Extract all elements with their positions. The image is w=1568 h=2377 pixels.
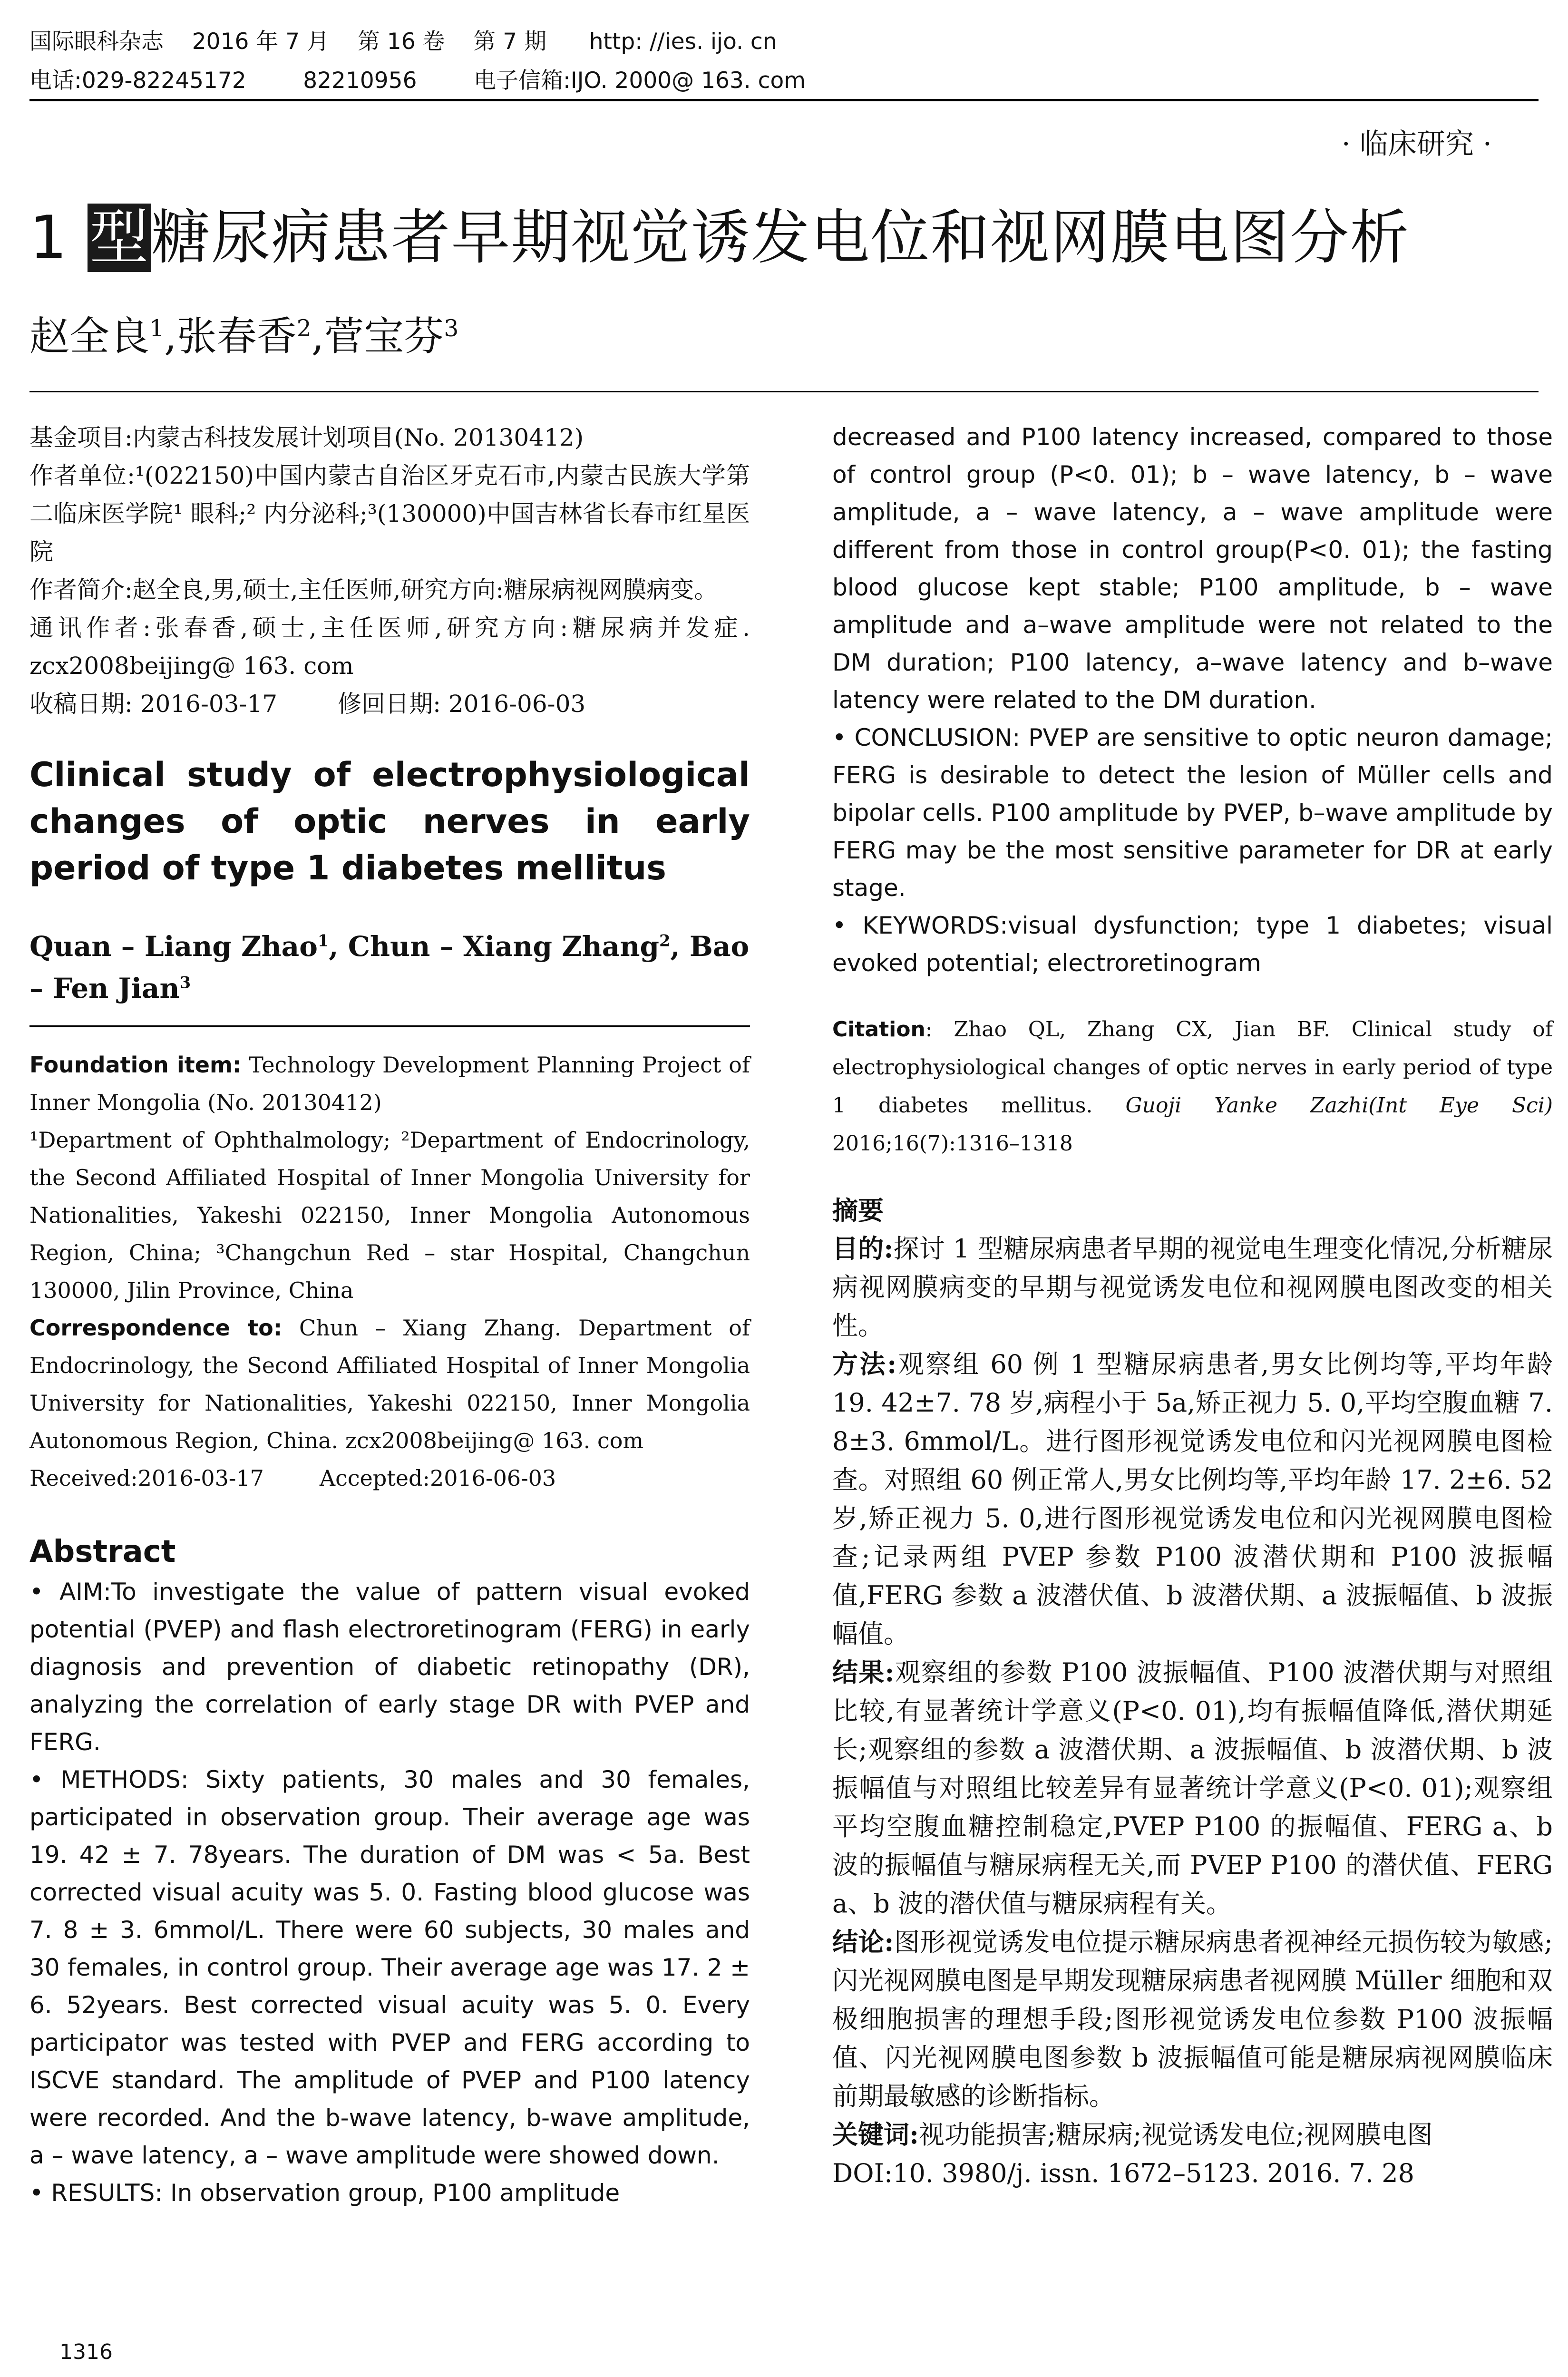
cn-results-text: 观察组的参数 P100 波振幅值、P100 波潜伏期与对照组比较,有显著统计学意义(P<0. 01),均有振幅值降低,潜伏期延长;观察组的参数 a 波潜伏期、a 波振幅值、b 波潜伏期、b 波振幅值与对照组比较差异有显著统计学意义(P<0. 01);观察组平均空腹血糖控制稳定,PVEP P100 的振幅值、FERG a、b 波的振幅值与糖尿病程无关,而 PVEP P100 的潜伏值、FERG a、b 波的潜伏值与糖尿病程有关。 [832, 1657, 1553, 1919]
chinese-abstract [832, 1229, 1553, 2192]
corresponding-author-cn: 通讯作者:张春香,硕士,主任医师,研究方向:糖尿病并发症. zcx2008beijing@ 163. com [29, 614, 750, 680]
journal-header-line1: 国际眼科杂志 2016 年 7 月 第 16 卷 第 7 期 http: //ies. ijo. cn [29, 29, 777, 55]
author-1-sup: 1 [149, 315, 165, 342]
page-number: 1316 [59, 2340, 113, 2364]
section-tag: · 临床研究 · [1341, 127, 1492, 161]
abstract-results-start: • RESULTS: In observation group, P100 amplitude [29, 2179, 620, 2207]
received-dates: Received:2016-03-17 Accepted:2016-06-03 [29, 1465, 556, 1491]
correspondence-en [29, 1309, 750, 1460]
english-authors [29, 925, 750, 1009]
authors-cn [29, 304, 458, 362]
dates-cn: 收稿日期: 2016-03-17 修回日期: 2016-06-03 [29, 690, 586, 718]
abstract-en-continued [832, 419, 1553, 982]
article-title [29, 190, 1410, 275]
author-1: 赵全良 [29, 313, 150, 360]
title-rule [29, 391, 1539, 392]
left-column [29, 419, 750, 2212]
cn-keywords-label: 关键词: [832, 2119, 919, 2150]
en-author-3: , Bao – Fen Jian [29, 930, 750, 1004]
cn-results-label: 结果: [832, 1657, 895, 1687]
article-info-cn [29, 419, 750, 723]
cn-results [832, 1653, 1553, 1923]
title-prefix: 1 [29, 204, 88, 272]
cn-conclusion-text: 图形视觉诱发电位提示糖尿病患者视神经元损伤较为敏感;闪光视网膜电图是早期发现糖尿病患者视网膜 Müller 细胞和双极细胞损害的理想手段;图形视觉诱发电位参数 P100 波振幅值、闪光视网膜电图参数 b 波振幅值可能是糖尿病视网膜临床前期最敏感的诊断指标。 [832, 1927, 1553, 2111]
journal-header-line2: 电话:029-82245172 82210956 电子信箱:IJO. 2000@ 163. com [29, 68, 806, 94]
author-3: ,菅宝芬 [311, 313, 444, 360]
abstract-keywords: • KEYWORDS:visual dysfunction; type 1 diabetes; visual evoked potential; electroretinogram [832, 912, 1553, 977]
author-unit: 作者单位:¹(022150)中国内蒙古自治区牙克石市,内蒙古民族大学第二临床医学院¹ 眼科;² 内分泌科;³(130000)中国吉林省长春市红星医院 [29, 462, 750, 565]
foundation-label: Foundation item: [29, 1052, 242, 1078]
en-author-2: , Chun – Xiang Zhang [329, 930, 660, 963]
cn-objective [832, 1229, 1553, 1345]
abstract-heading: Abstract [29, 1534, 176, 1569]
cn-objective-label: 目的: [832, 1233, 894, 1264]
author-rule [29, 1025, 750, 1027]
citation-tail: 2016;16(7):1316–1318 [832, 1131, 1073, 1156]
abstract-conclusion: • CONCLUSION: PVEP are sensitive to optic neuron damage; FERG is desirable to detect the lesion of Müller cells and bipolar cells. P100 amplitude by PVEP, b–wave amplitude by FERG may be the most sensitive parameter for DR at early stage. [832, 724, 1553, 902]
citation-journal: Guoji Yanke Zazhi(Int Eye Sci) [1092, 1093, 1553, 1118]
author-bio: 作者简介:赵全良,男,硕士,主任医师,研究方向:糖尿病视网膜病变。 [29, 576, 718, 604]
citation-label: Citation [832, 1017, 925, 1042]
en-author-2-sup: 2 [659, 931, 671, 950]
title-highlight: 型 [88, 204, 151, 272]
foundation-item [29, 1046, 750, 1121]
cn-methods-text: 观察组 60 例 1 型糖尿病患者,男女比例均等,平均年龄 19. 42±7. 78 岁,病程小于 5a,矫正视力 5. 0,平均空腹血糖 7. 8±3. 6mmol/L。进行图形视觉诱发电位和闪光视网膜电图检查。对照组 60 例正常人,男女比例均等,平均年龄 17. 2±6. 52 岁,矫正视力 5. 0,进行图形视觉诱发电位和闪光视网膜电图检查;记录两组 PVEP 参数 P100 波潜伏期和 P100 波振幅值,FERG 参数 a 波潜伏值、b 波潜伏期、a 波振幅值、b 波振幅值。 [832, 1349, 1553, 1649]
chinese-abstract-heading: 摘要 [832, 1195, 884, 1226]
affiliation-en: ¹Department of Ophthalmology; ²Department of Endocrinology, the Second Affiliated Hospital of Inner Mongolia University for Nationalities, Yakeshi 022150, Inner Mongolia Autonomous Region, China; ³Changchun Red – star Hospital, Changchun 130000, Jilin Province, China [29, 1127, 750, 1303]
doi: DOI:10. 3980/j. issn. 1672–5123. 2016. 7. 28 [832, 2158, 1414, 2188]
abstract-methods: • METHODS: Sixty patients, 30 males and 30 females, participated in observation group. Their average age was 19. 42 ± 7. 78years. The duration of DM was < 5a. Best corrected visual acuity was 5. 0. Fasting blood glucose was 7. 8 ± 3. 6mmol/L. There were 60 subjects, 30 males and 30 females, in control group. Their average age was 17. 2 ± 6. 52years. Best corrected visual acuity was 5. 0. Every participator was tested with PVEP and FERG according to ISCVE standard. The amplitude of PVEP and P100 latency were recorded. And the b-wave latency, b-wave amplitude, a – wave latency, a – wave amplitude were showed down. [29, 1766, 750, 2169]
foundation-text: Technology Development Planning Project of Inner Mongolia (No. 20130412) [29, 1052, 750, 1115]
cn-conclusion [832, 1923, 1553, 2115]
affiliation-block [29, 1046, 750, 1497]
citation-text: : Zhao QL, Zhang CX, Jian BF. Clinical study of electrophysiological changes of optic nerves in early period of type 1 diabetes mellitus. [832, 1017, 1553, 1118]
title-rest: 糖尿病患者早期视觉诱发电位和视网膜电图分析 [151, 204, 1410, 272]
english-title: Clinical study of electrophysiological changes of optic nerves in early period of type 1 diabetes mellitus [29, 755, 750, 887]
fund-info: 基金项目:内蒙古科技发展计划项目(No. 20130412) [29, 424, 584, 451]
cn-keywords-text: 视功能损害;糖尿病;视觉诱发电位;视网膜电图 [918, 2120, 1433, 2150]
en-author-3-sup: 3 [179, 973, 191, 992]
header-rule [29, 99, 1539, 101]
cn-keywords [832, 2115, 1553, 2154]
right-column [832, 419, 1553, 2192]
author-2-sup: 2 [296, 315, 312, 342]
author-3-sup: 3 [444, 315, 459, 342]
cn-methods [832, 1345, 1553, 1653]
cn-objective-text: 探讨 1 型糖尿病患者早期的视觉电生理变化情况,分析糖尿病视网膜病变的早期与视觉诱发电位和视网膜电图改变的相关性。 [832, 1234, 1553, 1341]
correspondence-label: Correspondence to: [29, 1315, 282, 1341]
correspondence-text: Chun – Xiang Zhang. Department of Endocrinology, the Second Affiliated Hospital of Inner Mongolia University for Nationalities, Yakeshi 022150, Inner Mongolia Autonomous Region, China. zcx2008beijing@ 163. com [29, 1315, 750, 1453]
author-2: ,张春香 [164, 313, 297, 360]
en-author-1: Quan – Liang Zhao [29, 930, 318, 963]
cn-conclusion-label: 结论: [832, 1927, 894, 1957]
citation [832, 1011, 1553, 1163]
en-author-1-sup: 1 [317, 931, 329, 950]
abstract-en [29, 1573, 750, 2212]
abstract-results-cont: decreased and P100 latency increased, compared to those of control group (P<0. 01); b – wave latency, b – wave amplitude, a – wave latency, a – wave amplitude were different from those in control group(P<0. 01); the fasting blood glucose kept stable; P100 amplitude, b – wave amplitude and a–wave amplitude were not related to the DM duration; P100 latency, a–wave latency and b–wave latency were related to the DM duration. [832, 423, 1553, 714]
abstract-aim: • AIM:To investigate the value of pattern visual evoked potential (PVEP) and flash electroretinogram (FERG) in early diagnosis and prevention of diabetic retinopathy (DR), analyzing the correlation of early stage DR with PVEP and FERG. [29, 1578, 750, 1756]
cn-methods-label: 方法: [832, 1349, 897, 1379]
